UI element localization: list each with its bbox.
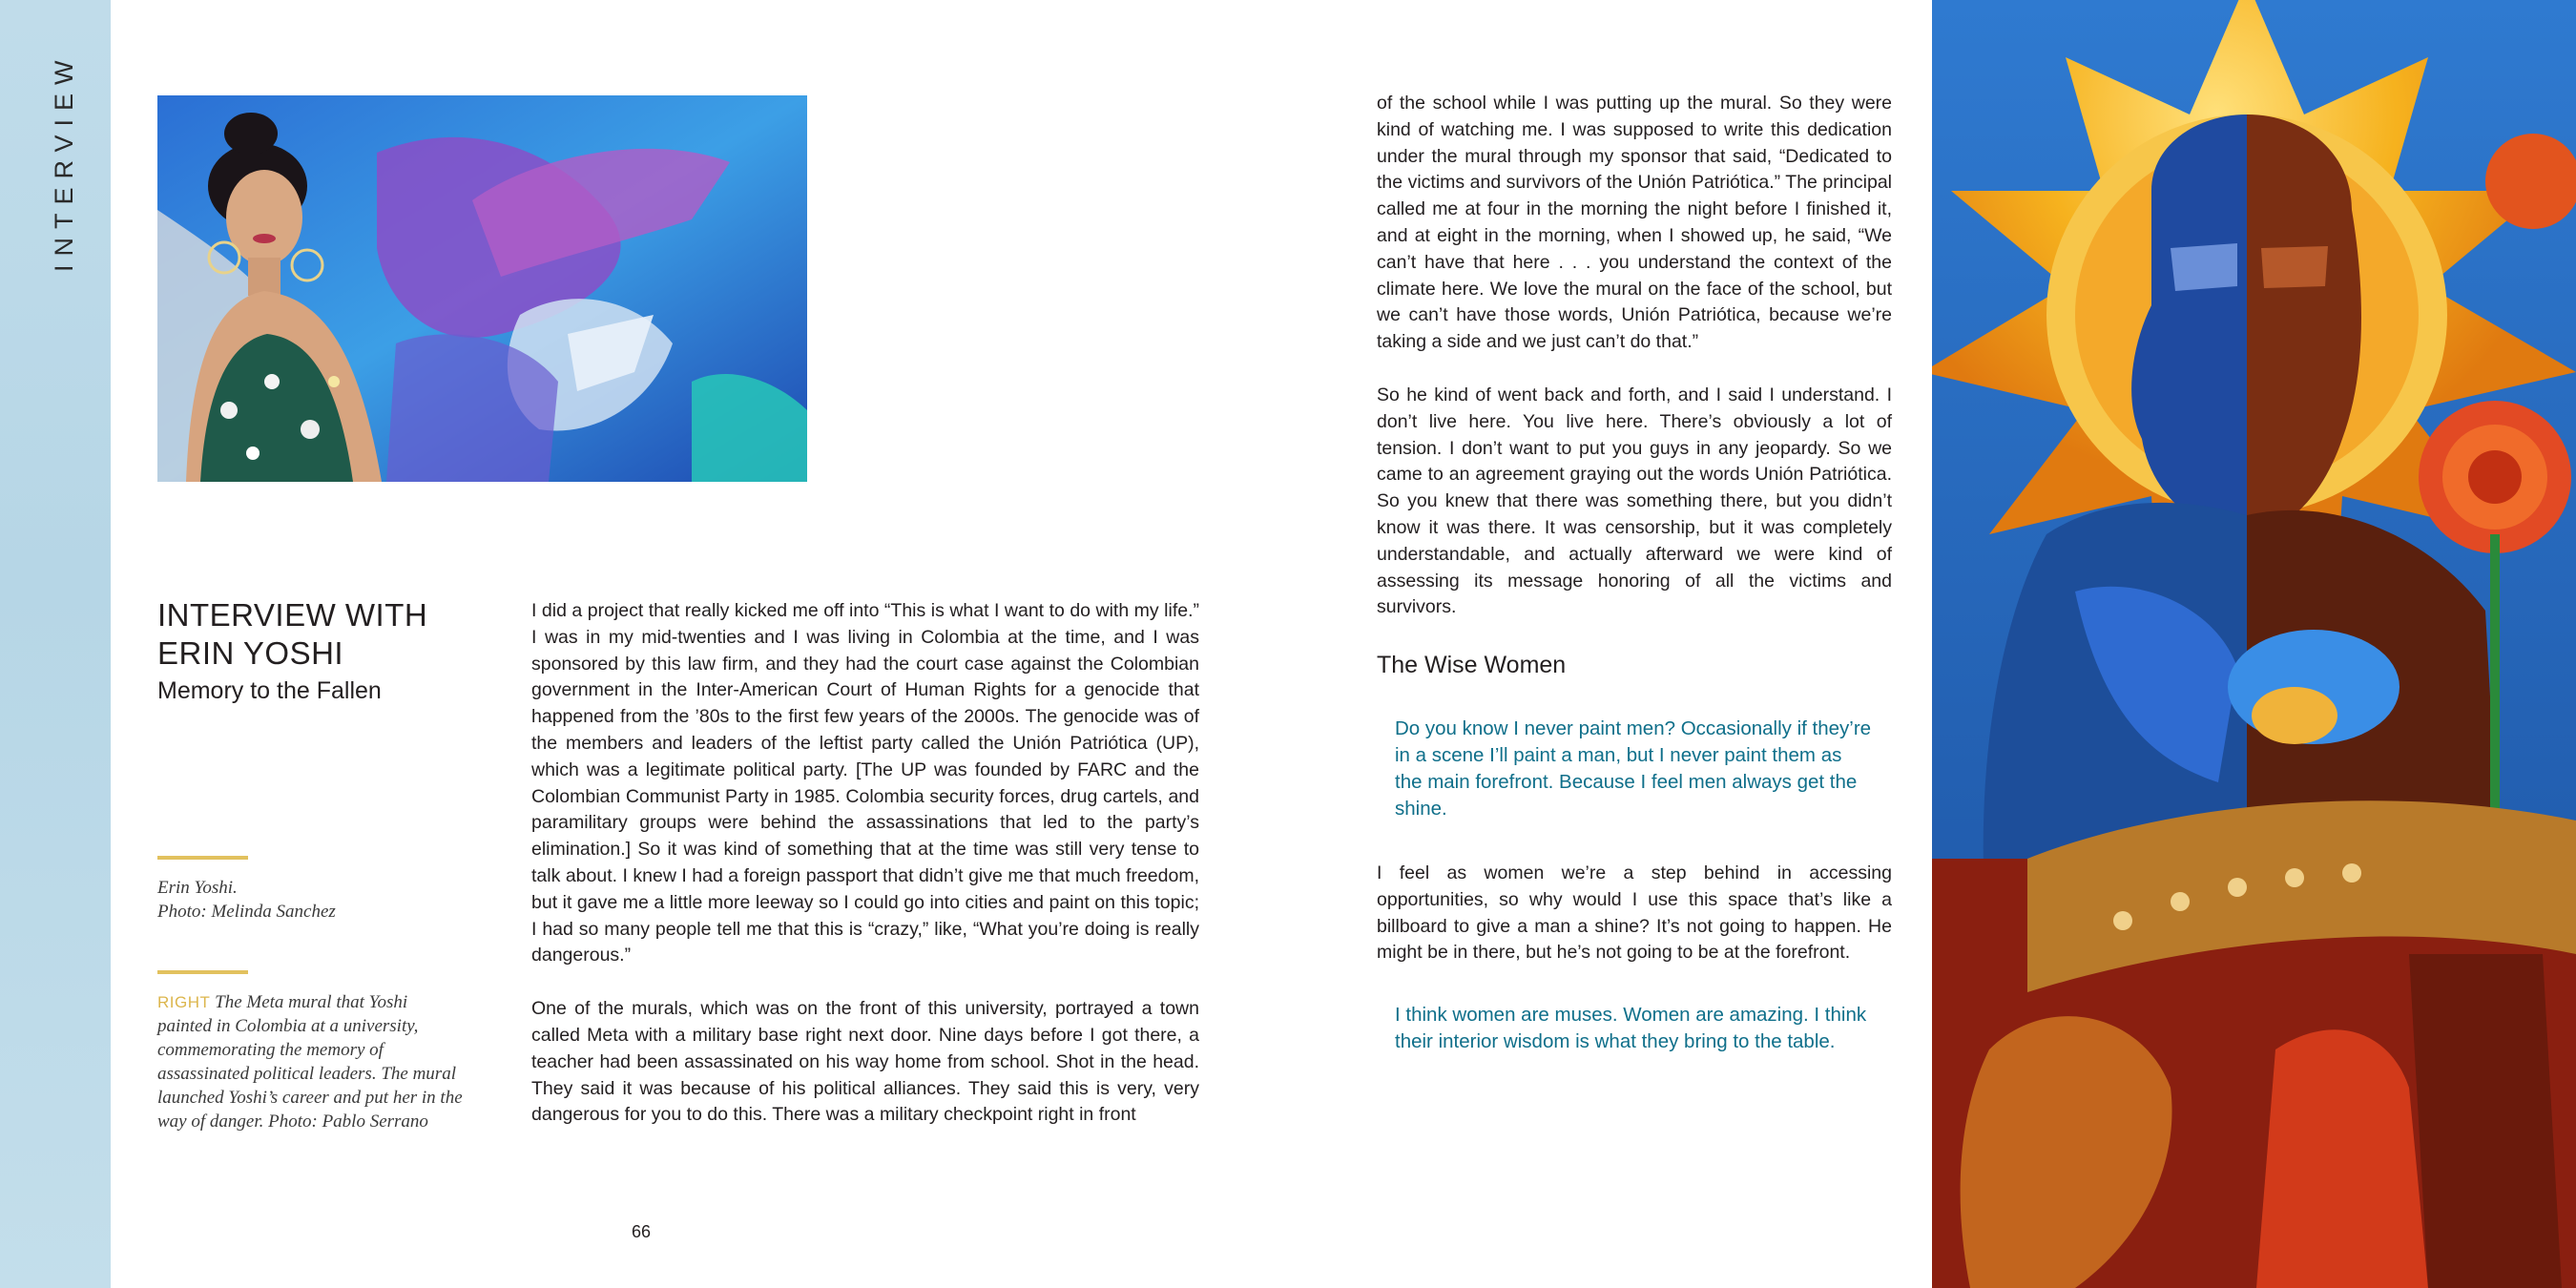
spine-strip (0, 0, 111, 1288)
section-heading: The Wise Women (1377, 652, 1567, 678)
body-column-1 (531, 598, 1199, 1155)
body-column-2 (1377, 91, 1892, 648)
pull-quote-2: I think women are muses. Women are amazing. I think their interior wisdom is what they bring to the table. (1395, 1004, 1867, 1052)
body-paragraph: I did a project that really kicked me off into “This is what I want to do with my life.” I was in my mid-twenties and I was living in Colombia at the time, and I was sponsored by this law firm, and they had the court case against the Colombian government in the Inter-American Court of Human Rights for a genocide that happened from the ’80s to the first few years of the 2000s. The genocide was of the members and leaders of the leftist party called the Unión Patriótica (UP), which was a legitimate political party. [The UP was founded by FARC and the Colombian Communist Party in 1985. Colombia security forces, drug cartels, and paramilitary groups were behind the assassinations that led to the party’s elimination.] So it was kind of something that at the time was still very tense to talk about. I knew I had a foreign passport that didn’t give me that much freedom, but it gave me a little more leeway so I could go into cities and paint on this topic; I had so many people tell me that this is “crazy,” like, “What you’re doing is really dangerous.” (531, 600, 1199, 966)
mural-illustration (1932, 0, 2576, 1288)
portrait-photo (157, 95, 807, 482)
title-line-2: ERIN YOSHI (157, 635, 344, 671)
portrait-illustration (157, 95, 807, 482)
photo-caption-line-1: Erin Yoshi. (157, 878, 238, 898)
body-paragraph: of the school while I was putting up the mural. So they were kind of watching me. I was supposed to write this dedication under the mural through my sponsor that said, “Dedicated to the victims and survivors of the Unión Patriótica.” The principal called me at four in the morning the night before I finished it, and at eight in the morning, when I showed up, he said, “We can’t have that here . . . you understand the context of the climate here. We love the mural on the face of the school, but we can’t have those words, Unión Patriótica, because we’re taking a side and we just can’t do that.” (1377, 93, 1892, 353)
page-number: 66 (632, 1222, 652, 1241)
interview-title (157, 596, 427, 673)
mural-caption (157, 990, 463, 1133)
caption-lead: RIGHT (157, 993, 211, 1011)
interview-subtitle: Memory to the Fallen (157, 677, 382, 704)
caption-text: The Meta mural that Yoshi painted in Colombia at a university, commemorating the memory of assassinated political leaders. The mural launched Yoshi’s career and put her in the way of danger. Photo: Pablo Serrano (157, 992, 463, 1132)
photo-caption-line-2: Photo: Melinda Sanchez (157, 902, 336, 922)
body-paragraph: I feel as women we’re a step behind in accessing opportunities, so why would I use this space that’s like a billboard to give a man a shine? It’s not going to happen. He might be in there, but he’s not going to be at the forefront. (1377, 862, 1892, 964)
gold-rule-2 (157, 970, 248, 974)
gold-rule-1 (157, 856, 248, 860)
pull-quote-1: Do you know I never paint men? Occasionally if they’re in a scene I’ll paint a man, but I never paint them as the main forefront. Because I feel men always get the shine. (1395, 717, 1872, 820)
photo-caption (157, 876, 463, 924)
body-paragraph: So he kind of went back and forth, and I said I understand. I don’t live here. You live here. There’s obviously a lot of tension. I don’t want to put you guys in any jeopardy. So we came to an agreement graying out the words Unión Patriótica. So you knew that there was something there, but you didn’t know it was there. It was censorship, but it was completely understandable, and actually afterward we were kind of assessing its message honoring of all the victims and survivors. (1377, 384, 1892, 618)
spine-label-wrap (50, 52, 84, 463)
body-paragraph-3 (1377, 861, 1892, 993)
body-paragraph: One of the murals, which was on the front of this university, portrayed a town called Meta with a military base right next door. Nine days before I got there, a teacher had been assassinated on his way home from school. Shot in the head. They said it was because of his political alliances. They said this is very, very dangerous for you to do this. There was a military checkpoint right in front (531, 998, 1199, 1126)
mural-photo (1932, 0, 2576, 1288)
spine-label: INTERVIEW (50, 52, 78, 272)
title-line-1: INTERVIEW WITH (157, 597, 428, 633)
